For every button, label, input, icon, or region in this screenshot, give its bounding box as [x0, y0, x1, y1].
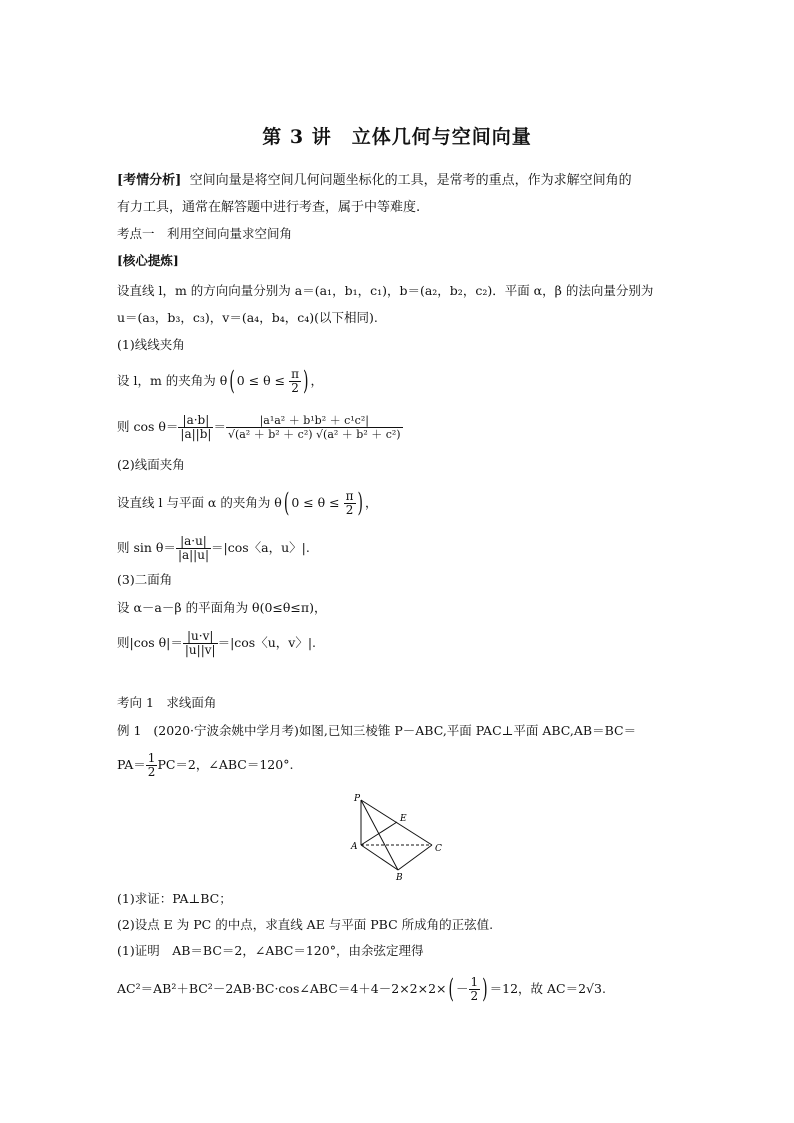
- frac-den: |a||b|: [180, 427, 212, 441]
- proof-text-2b: ＝12，故 AC＝2√3.: [489, 981, 606, 996]
- half-fraction: [146, 752, 158, 779]
- pi-over-2: [289, 368, 301, 395]
- cos-theta-label: 则 cos θ＝: [117, 419, 179, 434]
- part1-formula: [117, 414, 403, 441]
- label-A: A: [351, 842, 358, 852]
- formula-rest: ＝|cos〈a，u〉|.: [211, 540, 310, 555]
- formula-rest: ＝|cos〈u，v〉|.: [217, 635, 317, 650]
- frac-num: |u·v|: [183, 630, 218, 644]
- part2-intro: [117, 490, 378, 517]
- part2-formula: [117, 535, 310, 562]
- formula-fraction-2: [226, 414, 403, 441]
- frac-num: |a·b|: [178, 414, 213, 428]
- example-text-2b: PC＝2，∠ABC＝120°.: [157, 757, 294, 772]
- part3-formula: [117, 630, 316, 657]
- left-paren: (: [283, 488, 290, 519]
- part1-heading: (1)线线夹角: [117, 337, 185, 352]
- right-paren: ): [357, 488, 363, 519]
- example-line-2: [117, 752, 293, 779]
- label-P: P: [354, 794, 361, 804]
- question-1: (1)求证：PA⊥BC；: [117, 891, 232, 906]
- example-label: 例 1: [117, 723, 142, 738]
- part2-tail: ，: [365, 495, 378, 510]
- frac-den: |u||v|: [184, 643, 216, 657]
- part1-tail: ，: [310, 373, 323, 388]
- proof-line-1: (1)证明 AB＝BC＝2，∠ABC＝120°，由余弦定理得: [117, 943, 424, 958]
- frac-num: 1: [470, 975, 479, 989]
- frac-den: 2: [147, 765, 156, 779]
- formula-fraction: [176, 535, 211, 562]
- edge-PB: [361, 800, 398, 870]
- frac-den: 2: [291, 381, 299, 395]
- frac-num: π: [291, 367, 299, 381]
- left-paren: (: [229, 366, 235, 397]
- example-text-2a: PA＝: [117, 757, 146, 772]
- proof-text-2a: AC²＝AB²＋BC²－2AB·BC·cos∠ABC＝4＋4－2×2×2×: [117, 981, 447, 996]
- frac-num: |a·u|: [176, 535, 211, 549]
- pyramid-figure: [345, 790, 455, 882]
- right-paren: ): [303, 366, 309, 397]
- edge-AB: [361, 845, 398, 870]
- page-title: 第 3 讲 立体几何与空间向量: [262, 126, 532, 148]
- edge-BC: [398, 845, 432, 870]
- analysis-line-2: 有力工具，通常在解答题中进行考查，属于中等难度.: [117, 200, 421, 215]
- part2-range: 0 ≤ θ ≤: [291, 495, 344, 510]
- sin-theta-label: 则 sin θ＝: [117, 540, 176, 555]
- label-C: C: [435, 844, 442, 854]
- frac-num: 1: [147, 751, 156, 765]
- setup-line-1: 设直线 l，m 的方向向量分别为 a＝(a₁，b₁，c₁)，b＝(a₂，b₂，c₂)．平面 α，β 的法向量分别为: [117, 283, 654, 298]
- part2-intro-text: 设直线 l 与平面 α 的夹角为 θ: [117, 495, 282, 510]
- half-fraction: [469, 976, 481, 1003]
- frac-den: √(a² ＋ b² ＋ c²) √(a² ＋ b² ＋ c²): [227, 428, 401, 441]
- analysis-tag: [考情分析]: [117, 173, 182, 188]
- part2-heading: (2)线面夹角: [117, 457, 185, 472]
- formula-fraction-1: [178, 414, 213, 441]
- label-E: E: [400, 814, 407, 824]
- analysis-line-1: [117, 172, 632, 190]
- kaodian-heading: 考点一 利用空间向量求空间角: [117, 226, 293, 241]
- example-source: (2020·宁波余姚中学月考): [153, 723, 299, 738]
- example-text-1: 如图,已知三棱锥 P－ABC,平面 PAC⊥平面 ABC,AB＝BC＝: [298, 723, 637, 738]
- core-heading: [核心提炼]: [117, 253, 179, 268]
- part3-heading: (3)二面角: [117, 572, 173, 587]
- part1-intro-text: 设 l，m 的夹角为 θ: [117, 373, 228, 388]
- proof-line-2: [117, 976, 606, 1003]
- example-line-1: [117, 722, 636, 740]
- label-B: B: [396, 873, 403, 882]
- part1-range: 0 ≤ θ ≤: [236, 373, 290, 388]
- pi-over-2: [344, 490, 356, 517]
- formula-fraction: [183, 630, 218, 657]
- analysis-text-1: 空间向量是将空间几何问题坐标化的工具，是常考的重点，作为求解空间角的: [189, 173, 632, 188]
- part1-intro: [117, 368, 323, 395]
- frac-den: 2: [470, 989, 479, 1003]
- equals: ＝: [213, 419, 226, 434]
- right-paren: ): [482, 974, 488, 1005]
- cos-theta-label: 则|cos θ|＝: [117, 635, 183, 650]
- frac-num: π: [345, 489, 354, 503]
- setup-line-2: u＝(a₃，b₃，c₃)，v＝(a₄，b₄，c₄)(以下相同).: [117, 310, 378, 325]
- kaoxiang-heading: 考向 1 求线面角: [117, 695, 217, 710]
- frac-num: |a¹a² ＋ b¹b² ＋ c¹c²|: [226, 414, 403, 428]
- left-paren: (: [448, 974, 454, 1005]
- frac-den: |a||u|: [177, 548, 209, 562]
- frac-den: 2: [345, 503, 354, 517]
- part3-intro: 设 α－a－β 的平面角为 θ(0≤θ≤π)，: [117, 600, 327, 615]
- segment-AE: [361, 822, 397, 845]
- question-2: (2)设点 E 为 PC 的中点，求直线 AE 与平面 PBC 所成角的正弦值.: [117, 917, 494, 932]
- minus-sign: －: [456, 981, 469, 996]
